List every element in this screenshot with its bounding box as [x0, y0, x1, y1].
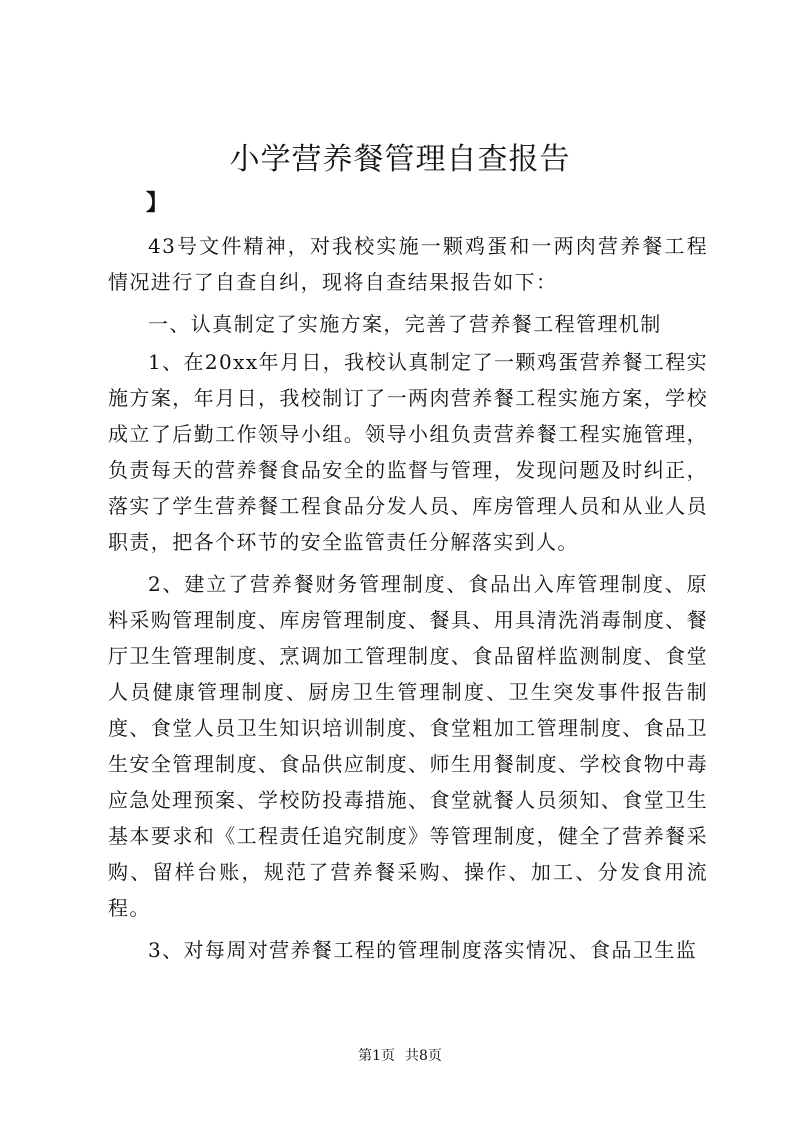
document-title: 小学营养餐管理自查报告 [229, 142, 571, 177]
paragraph-item-2: 2、建立了营养餐财务管理制度、食品出入库管理制度、原料采购管理制度、库房管理制度、餐具、用具清洗消毒制度、餐厅卫生管理制度、烹调加工管理制度、食品留样监测制度、食堂人员健康管理制度、厨房卫生管理制度、卫生突发事件报告制度、食堂人员卫生知识培训制度、食堂粗加工管理制度、食品卫生安全管理制度、食品供应制度、师生用餐制度、学校食物中毒应急处理预案、学校防投毒措施、食堂就餐人员须知、食堂卫生基本要求和《工程责任追究制度》等管理制度，健全了营养餐采购、留样台账，规范了营养餐采购、操作、加工、分发食用流程。 [108, 572, 708, 920]
paragraph-section-heading: 一、认真制定了实施方案，完善了营养餐工程管理机制 [148, 312, 662, 336]
paragraph-intro: 43号文件精神，对我校实施一颗鸡蛋和一两肉营养餐工程情况进行了自查自纠，现将自查结果报告如下： [108, 234, 708, 294]
bracket-mark: 】 [146, 190, 169, 216]
paragraph-item-3: 3、对每周对营养餐工程的管理制度落实情况、食品卫生监 [148, 938, 698, 962]
paragraph-item-1: 1、在20xx年月日，我校认真制定了一颗鸡蛋营养餐工程实施方案，年月日，我校制订了一两肉营养餐工程实施方案，学校成立了后勤工作领导小组。领导小组负责营养餐工程实施管理，负责每天的营养餐食品安全的监督与管理，发现问题及时纠正，落实了学生营养餐工程食品分发人员、库房管理人员和从业人员职责，把各个环节的安全监管责任分解落实到人。 [108, 350, 708, 554]
document-body [108, 228, 708, 974]
page-number: 第1页 [358, 1048, 395, 1064]
page-total: 共8页 [405, 1048, 442, 1064]
page-footer [0, 1046, 800, 1066]
